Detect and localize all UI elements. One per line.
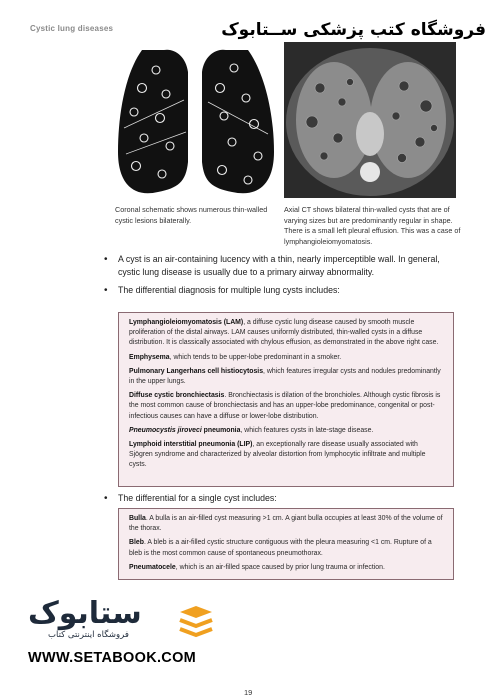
entry-text: , a diffuse cystic lung disease caused by smooth muscle proliferation of the distal airways. LAM causes uniformly distributed, thin-walled cysts in a diffuse distribution. It is classically associated with chylous effusion, as demonstrated in the above right case. [129, 319, 439, 347]
setabook-logo [28, 598, 218, 646]
axial-ct-image [284, 42, 456, 198]
entry-term: Diffuse cystic bronchiectasis [129, 392, 225, 400]
site-url: WWW.SETABOOK.COM [28, 650, 197, 666]
entry-term: Lymphoid interstitial pneumonia (LIP) [129, 441, 253, 449]
figure-caption-right: Axial CT shows bilateral thin-walled cysts that are of varying sizes but are predominantly regular in shape. There is a small left pleural effusion. This was a case of lymphangioleiomyomatosis. [284, 205, 461, 246]
list-item [129, 318, 443, 349]
bullet-dot: • [104, 493, 108, 504]
list-item [129, 440, 443, 471]
list-item [129, 514, 443, 534]
entry-term-tail: pneumonia [201, 426, 241, 434]
list-item [129, 353, 443, 363]
entry-text: . Bronchiectasis is dilation of the bronchioles. Although cystic fibrosis is the most common cause of bronchiectasis and has an upper-lobe predominance, congenital or post-infectious causes can have a diffuse or lower-lobe distribution. [129, 392, 441, 420]
book-stack-icon [176, 602, 216, 642]
entry-term: Bulla [129, 515, 146, 522]
multiple-cysts-box [118, 312, 454, 487]
entry-term: Lymphangioleiomyomatosis (LAM) [129, 319, 244, 326]
entry-text: , which features irregular cysts and nodules predominantly in the upper lungs. [129, 367, 441, 386]
bullet-single-cyst [104, 492, 448, 505]
entry-term: Bleb [129, 539, 144, 547]
coronal-schematic-image [112, 42, 280, 202]
bullet-cyst-definition [104, 253, 448, 279]
entry-text: , which tends to be upper-lobe predominant in a smoker. [169, 353, 342, 361]
entry-text: , which is an air-filled space caused by prior lung trauma or infection. [175, 563, 385, 571]
list-item [129, 426, 443, 436]
list-item [129, 563, 443, 573]
page-number: 19 [244, 688, 253, 697]
list-item [129, 538, 443, 558]
entry-term: Pneumatocele [129, 563, 176, 571]
list-item [129, 367, 443, 387]
list-item [129, 391, 443, 422]
entry-text: . A bulla is an air-filled cyst measuring >1 cm. A giant bulla occupies at least 30% of the volume of the thorax. [129, 515, 443, 533]
lung-right-shape [118, 50, 188, 194]
lung-left-shape [202, 50, 274, 194]
running-head: Cystic lung diseases [30, 24, 114, 33]
bullet-dot: • [104, 254, 108, 265]
entry-text: , which features cysts in late-stage disease. [240, 426, 374, 434]
logo-subtitle: فروشگاه اینترنتی کتاب [48, 630, 129, 640]
bullet-text: The differential for a single cyst includes: [118, 493, 277, 503]
store-banner: فروشگاه کتب پزشکی ســتابوک [221, 20, 486, 40]
single-cyst-box [118, 508, 454, 580]
bullet-dot: • [104, 285, 108, 296]
figure-caption-left: Coronal schematic shows numerous thin-walled cystic lesions bilaterally. [115, 205, 268, 225]
entry-term: Pulmonary Langerhans cell histiocytosis [129, 367, 264, 375]
bullet-multiple-cysts [104, 284, 448, 297]
entry-term: Emphysema [129, 353, 170, 361]
bullet-text: The differential diagnosis for multiple lung cysts includes: [118, 285, 340, 295]
entry-text: , an exceptionally rare disease usually associated with Sjögren syndrome and characterized by alveolar distortion from lymphocytic infiltrate and multiple cysts. [129, 441, 426, 469]
entry-term: Pneumocystis jiroveci [129, 426, 202, 434]
entry-text: . A bleb is a air-filled cystic structure contiguous with the pleura measuring <1 cm. Rupture of a bleb is the most common cause of spontaneous pneumothorax. [129, 539, 432, 557]
logo-word: ستابوک [28, 596, 142, 631]
bullet-text: A cyst is an air-containing lucency with a thin, nearly imperceptible wall. In general, cystic lung disease is usually due to a primary airway abnormality. [118, 254, 440, 277]
